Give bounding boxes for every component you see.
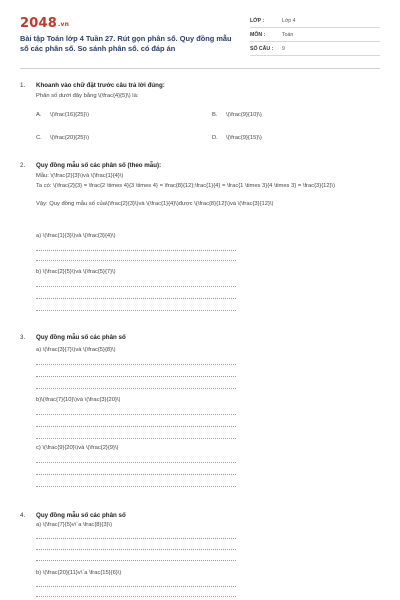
question-title: Quy đồng mẫu số các phân số <box>36 512 126 519</box>
answer-line[interactable] <box>36 250 236 251</box>
option-b[interactable]: B. \(\frac{9}{10}\) <box>212 112 262 118</box>
answer-line[interactable] <box>36 364 236 365</box>
answer-line[interactable] <box>36 426 236 427</box>
answer-line[interactable] <box>36 538 236 539</box>
part-b: b)\(\frac{7}{10}\)và \(\frac{3}{20}\) <box>36 397 121 403</box>
document-title: Bài tập Toán lớp 4 Tuần 27. Rút gọn phân số. Quy đồng mẫu số các phân số. So sánh phân số. có đáp án <box>20 34 232 53</box>
question-3 <box>20 334 380 502</box>
question-prompt: Phân số dưới đây bằng \(\frac{4}{5}\) là: <box>36 93 139 99</box>
header-divider <box>20 68 380 69</box>
meta-label: SỐ CÂU : <box>250 46 274 52</box>
question-number: 3. <box>20 334 26 341</box>
answer-line[interactable] <box>36 474 236 475</box>
document-meta <box>250 16 380 58</box>
answer-line[interactable] <box>36 549 236 550</box>
answer-line[interactable] <box>36 596 236 597</box>
part-c: c) \(\frac{9}{20}\)và \(\frac{2}{9}\) <box>36 445 119 451</box>
part-a: a) \(\frac{3}{7}\)và \(\frac{5}{8}\) <box>36 347 116 353</box>
answer-line[interactable] <box>36 376 236 377</box>
question-1 <box>20 82 380 152</box>
meta-row-subject <box>250 30 380 42</box>
sample-conclusion: Vậy: Quy đồng mẫu số của\(\frac{2}{3}\)và \(\frac{1}{4}\)được \(\frac{8}{12}\)và \(\frac{3}{12}\) <box>36 201 274 207</box>
answer-line[interactable] <box>36 286 236 287</box>
document-header <box>20 16 380 60</box>
meta-value: Lớp 4 <box>282 18 296 24</box>
question-title: Khoanh vào chữ đặt trước câu trả lời đúng: <box>36 82 165 89</box>
option-c[interactable]: C. \(\frac{20}{25}\) <box>36 135 89 141</box>
meta-value: 9 <box>282 46 285 52</box>
answer-line[interactable] <box>36 298 236 299</box>
answer-line[interactable] <box>36 462 236 463</box>
option-d[interactable]: D. \(\frac{9}{15}\) <box>212 135 262 141</box>
meta-value: Toán <box>282 32 294 38</box>
part-a: a) \(\frac{7}{5}v\`a \frac{8}{3}\) <box>36 522 113 528</box>
answer-line[interactable] <box>36 438 236 439</box>
part-b: b) \(\frac{2}{5}\)và \(\frac{5}{7}\) <box>36 269 116 275</box>
answer-line[interactable] <box>36 388 236 389</box>
question-title: Quy đồng mẫu số các phân số <box>36 334 126 341</box>
part-a: a) \(\frac{1}{3}\)và \(\frac{3}{4}\) <box>36 233 116 239</box>
meta-label: MÔN : <box>250 32 266 38</box>
answer-line[interactable] <box>36 260 236 261</box>
answer-line[interactable] <box>36 586 236 587</box>
meta-row-count <box>250 44 380 56</box>
answer-line[interactable] <box>36 486 236 487</box>
question-2 <box>20 162 380 322</box>
question-title: Quy đồng mẫu số các phân số (theo mẫu): <box>36 162 162 169</box>
question-4 <box>20 512 380 598</box>
meta-row-class <box>250 16 380 28</box>
question-number: 2. <box>20 162 26 169</box>
answer-line[interactable] <box>36 310 236 311</box>
question-number: 1. <box>20 82 26 89</box>
sample-text: Mẫu: \(\frac{2}{3}\)và \(\frac{1}{4}\) <box>36 173 124 179</box>
option-a[interactable]: A. \(\frac{16}{25}\) <box>36 112 89 118</box>
answer-line[interactable] <box>36 414 236 415</box>
part-b: b) \(\frac{20}{11}v\`a \frac{15}{6}\) <box>36 570 122 576</box>
sample-explanation: Ta có: \(\frac{2}{3} = \frac{2 \times 4}{3 \times 4} = \frac{8}{12};\frac{1}{4} = \frac{1 \times 3}{4 \times 3} = \frac{3}{12}\) <box>36 183 336 189</box>
site-logo[interactable]: 2048.vn <box>20 16 70 31</box>
answer-line[interactable] <box>36 560 236 561</box>
question-number: 4. <box>20 512 26 519</box>
meta-label: LỚP : <box>250 18 265 24</box>
